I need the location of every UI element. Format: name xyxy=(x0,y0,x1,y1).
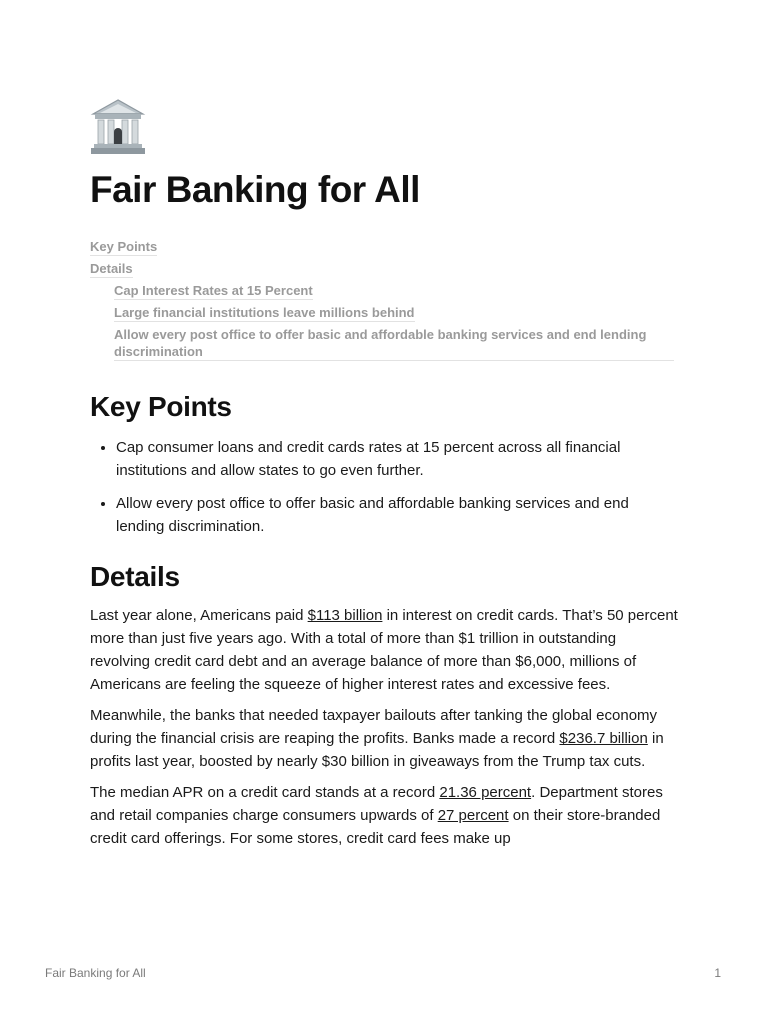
credit-card-interest-link[interactable]: $113 billion xyxy=(307,607,383,624)
details-heading: Details xyxy=(90,561,180,592)
list-item: • Cap consumer loans and credit cards rates at 15 percent across all financial institutions and allow states to go even further. xyxy=(116,436,680,482)
table-of-contents xyxy=(90,238,680,361)
bank-icon xyxy=(90,98,146,156)
toc-link-large-financial-institutions[interactable]: Large financial institutions leave millions behind xyxy=(114,305,415,320)
paragraph-text: . Department stores and retail companies charge consumers upwards of xyxy=(90,784,663,824)
footer-title: Fair Banking for All xyxy=(45,966,146,980)
page-title: Fair Banking for All xyxy=(90,169,420,210)
bank-profits-link[interactable]: $236.7 billion xyxy=(559,730,648,747)
store-card-rate-link[interactable]: 27 percent xyxy=(437,807,509,824)
details-paragraph-2 xyxy=(90,704,680,773)
toc-link-details[interactable]: Details xyxy=(90,261,133,276)
median-apr-link[interactable]: 21.36 percent xyxy=(439,784,532,801)
toc-link-key-points[interactable]: Key Points xyxy=(90,239,158,254)
details-paragraph-3 xyxy=(90,781,680,850)
toc-link-post-office-banking[interactable]: Allow every post office to offer basic and affordable banking services and end lending discrimination xyxy=(114,326,674,361)
toc-link-cap-interest-rates[interactable]: Cap Interest Rates at 15 Percent xyxy=(114,283,313,298)
paragraph-text: The median APR on a credit card stands at a record xyxy=(90,784,440,801)
details-paragraph-1 xyxy=(90,604,680,696)
paragraph-text: in profits last year, boosted by nearly $30 billion in giveaways from the Trump tax cuts. xyxy=(90,730,664,770)
page-number: 1 xyxy=(714,966,721,980)
document-content xyxy=(90,98,680,850)
key-points-list xyxy=(90,436,680,538)
list-item: • Allow every post office to offer basic and affordable banking services and end lending discrimination. xyxy=(116,492,680,538)
paragraph-text: in interest on credit cards. That’s 50 percent more than just five years ago. With a total of more than $1 trillion in outstanding revolving credit card debt and an average balance of more than $6,000, millions of Americans are feeling the squeeze of higher interest rates and excessive fees. xyxy=(90,607,678,693)
paragraph-text: Meanwhile, the banks that needed taxpayer bailouts after tanking the global economy during the financial crisis are reaping the profits. Banks made a record xyxy=(90,707,658,747)
page-footer xyxy=(45,966,721,980)
paragraph-text: Last year alone, Americans paid xyxy=(90,607,308,624)
key-points-heading: Key Points xyxy=(90,391,232,422)
paragraph-text: on their store-branded credit card offerings. For some stores, credit card fees make up xyxy=(90,807,661,847)
